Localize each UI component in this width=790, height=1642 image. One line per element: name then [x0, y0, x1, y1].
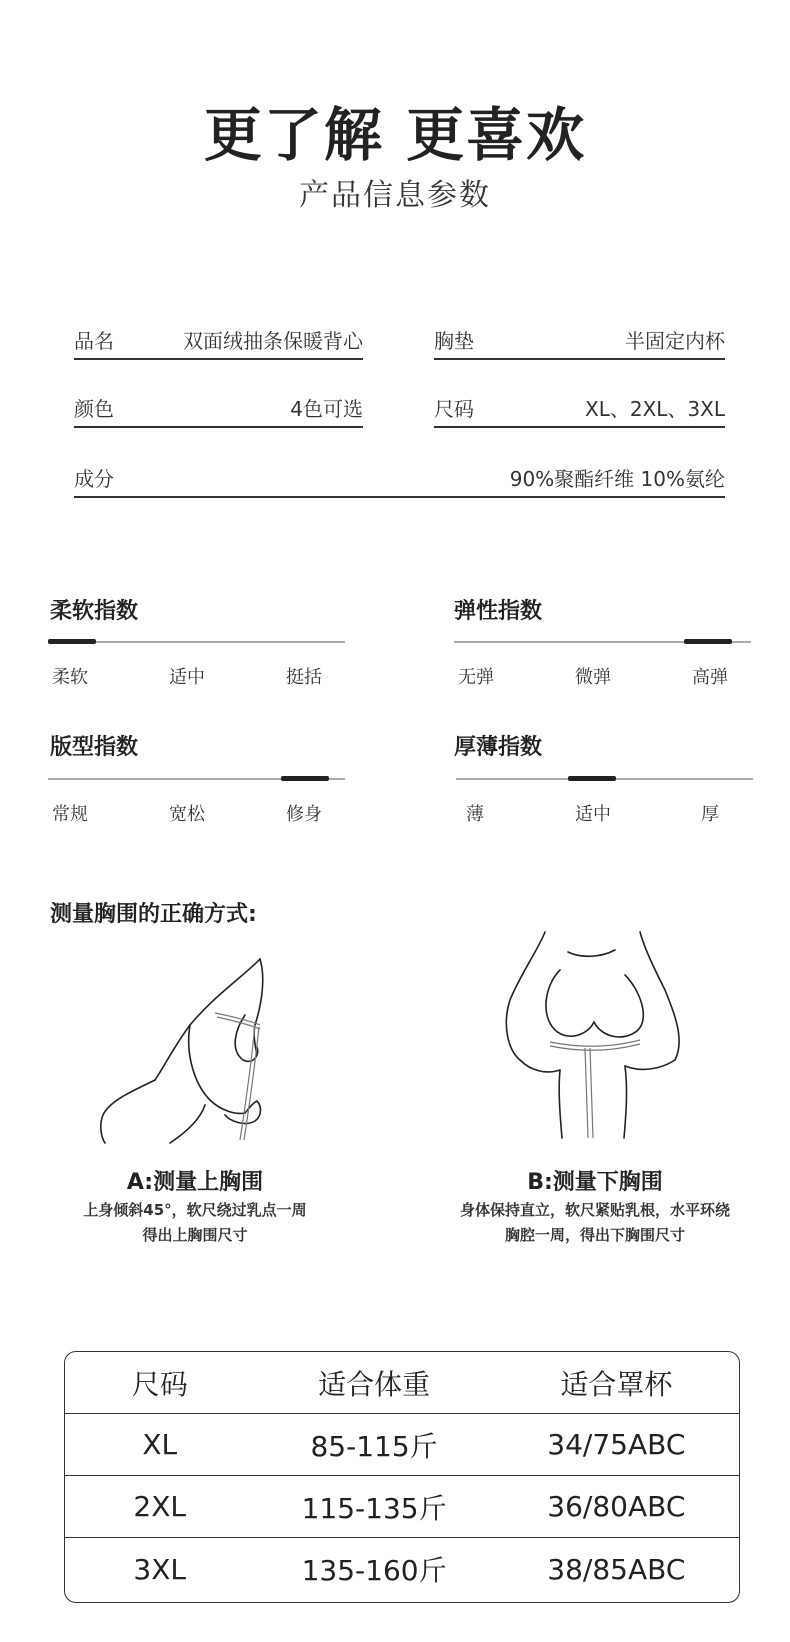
- elasticity-marker: [684, 639, 732, 644]
- page-title: 更了解 更喜欢: [203, 101, 587, 169]
- cup-cell: 34/75ABC: [547, 1428, 686, 1461]
- table-row: [65, 1476, 739, 1538]
- info-row-material: [74, 458, 725, 498]
- page-subtitle: 产品信息参数: [299, 178, 491, 213]
- softness-marker: [48, 639, 96, 644]
- info-label-material: 成分: [74, 466, 114, 491]
- info-label-name: 品名: [74, 328, 114, 353]
- figure-a-desc-1: 上身倾斜45°，软尺绕过乳点一周: [83, 1201, 307, 1219]
- info-value-pad: 半固定内杯: [625, 328, 725, 353]
- info-label-color: 颜色: [74, 396, 114, 421]
- info-value-name: 双面绒抽条保暖背心: [183, 328, 363, 353]
- info-row-name: [74, 320, 363, 360]
- elasticity-tick-2: 微弹: [575, 667, 611, 688]
- figure-a-caption: A:测量上胸围: [126, 1170, 264, 1195]
- figure-b-desc-2: 胸腔一周，得出下胸围尺寸: [504, 1226, 685, 1244]
- cup-cell: 38/85ABC: [547, 1552, 686, 1586]
- thickness-tick-2: 适中: [575, 804, 611, 825]
- table-row: [65, 1414, 739, 1476]
- thickness-title: 厚薄指数: [454, 735, 543, 760]
- softness-title: 柔软指数: [50, 599, 139, 624]
- fit-marker: [281, 776, 329, 781]
- softness-tick-2: 适中: [169, 667, 205, 688]
- figure-b-illustration: [490, 930, 700, 1140]
- size-table: [64, 1351, 740, 1603]
- thickness-marker: [568, 776, 616, 781]
- size-header-weight: 适合体重: [318, 1367, 431, 1401]
- size-table-header: [65, 1352, 739, 1414]
- size-cell: XL: [142, 1428, 178, 1461]
- fit-tick-3: 修身: [286, 804, 322, 825]
- figure-b-desc-1: 身体保持直立，软尺紧贴乳根，水平环绕: [459, 1201, 730, 1219]
- figure-a-desc-2: 得出上胸围尺寸: [142, 1226, 248, 1244]
- elasticity-title: 弹性指数: [454, 599, 543, 624]
- size-cell: 2XL: [133, 1490, 187, 1523]
- info-row-color: [74, 388, 363, 428]
- figure-a-illustration: [95, 955, 295, 1145]
- softness-tick-1: 柔软: [52, 667, 88, 688]
- size-header-cup: 适合罩杯: [560, 1367, 673, 1401]
- weight-cell: 115-135斤: [301, 1491, 447, 1525]
- softness-track: [48, 641, 345, 643]
- fit-track: [48, 778, 345, 780]
- weight-cell: 85-115斤: [310, 1429, 438, 1463]
- fit-tick-1: 常规: [52, 804, 88, 825]
- info-value-size: XL、2XL、3XL: [585, 396, 725, 421]
- weight-cell: 135-160斤: [301, 1554, 447, 1587]
- thickness-track: [456, 778, 753, 780]
- info-row-pad: [434, 320, 725, 360]
- info-value-material: 90%聚酯纤维 10%氨纶: [509, 466, 725, 491]
- elasticity-tick-3: 高弹: [692, 667, 728, 688]
- thickness-tick-1: 薄: [466, 804, 484, 825]
- size-cell: 3XL: [133, 1552, 187, 1586]
- info-row-size: [434, 388, 725, 428]
- info-value-color: 4色可选: [290, 396, 363, 421]
- info-label-size: 尺码: [434, 396, 474, 421]
- cup-cell: 36/80ABC: [547, 1490, 686, 1523]
- elasticity-tick-1: 无弹: [458, 667, 494, 688]
- thickness-tick-3: 厚: [701, 804, 719, 825]
- softness-tick-3: 挺括: [286, 667, 322, 688]
- elasticity-track: [454, 641, 751, 643]
- fit-tick-2: 宽松: [169, 804, 205, 825]
- size-header-size: 尺码: [131, 1367, 188, 1401]
- table-row: [65, 1538, 739, 1600]
- measure-title: 测量胸围的正确方式:: [50, 902, 257, 927]
- figure-b-caption: B:测量下胸围: [527, 1170, 663, 1195]
- fit-title: 版型指数: [50, 735, 139, 760]
- info-label-pad: 胸垫: [434, 328, 474, 353]
